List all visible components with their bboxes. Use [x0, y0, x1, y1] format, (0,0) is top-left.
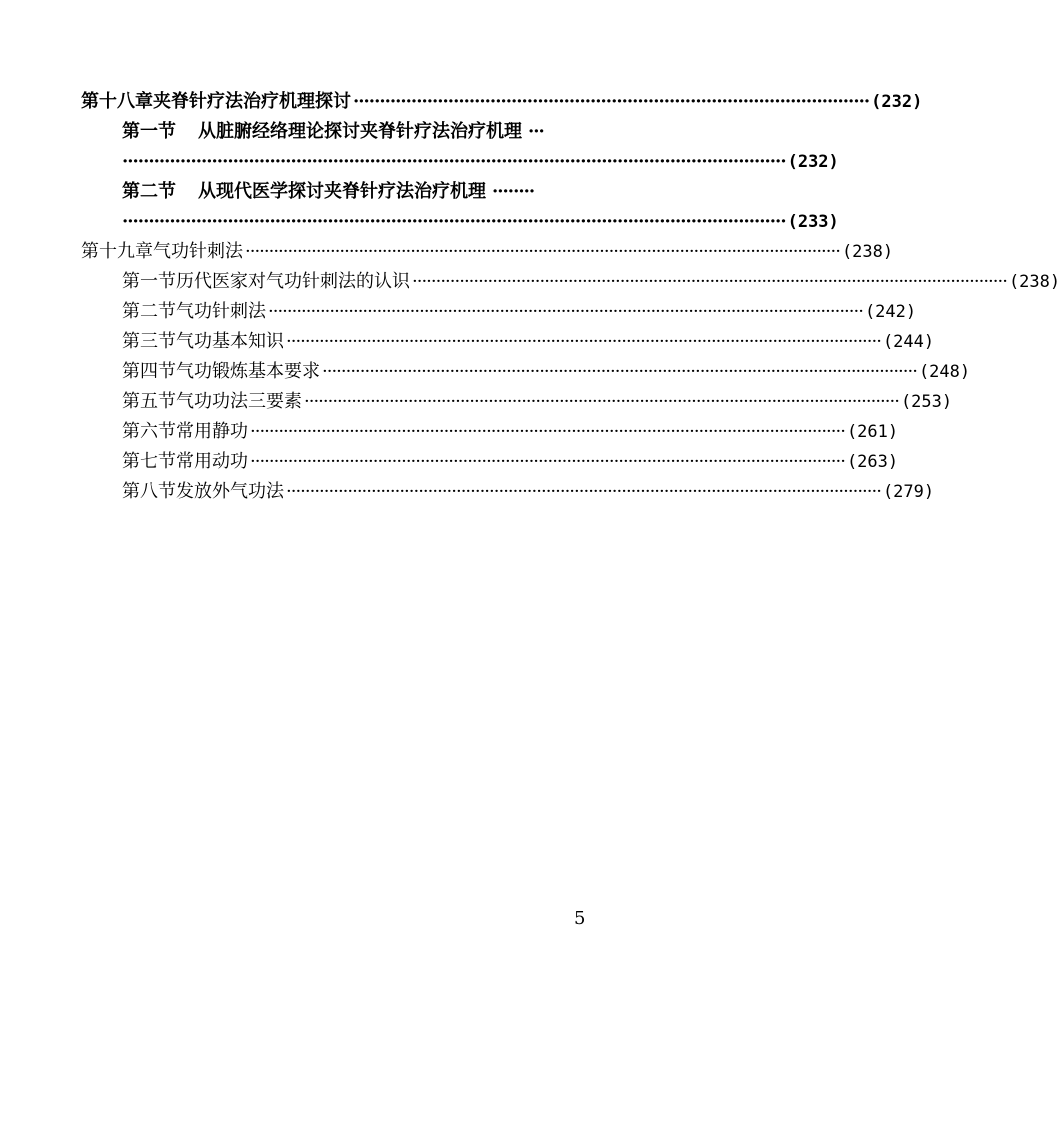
- dot-leader: ······························································································································: [286, 481, 881, 502]
- dot-leader: ······························································································································: [268, 301, 863, 322]
- toc-entry-page: (238): [1008, 272, 1060, 292]
- toc-entry-section-19-2: [81, 297, 917, 327]
- toc-entry-title: 气功针刺法: [153, 241, 243, 262]
- toc-entry-label: 第四节: [122, 361, 176, 382]
- toc-entry-label: 第七节: [122, 451, 176, 472]
- dot-leader: ······························································································································: [322, 361, 917, 382]
- toc-entry-section-19-1: [81, 267, 1060, 297]
- toc-entry-page: (261): [846, 422, 899, 442]
- toc-entry-chapter-19: [81, 237, 894, 267]
- dot-leader: ···: [528, 121, 544, 142]
- toc-entry-title: 常用动功: [176, 451, 248, 472]
- toc-entry-title: 气功针刺法: [176, 301, 266, 322]
- dot-leader: ········: [492, 181, 535, 202]
- toc-entry-page: (238): [841, 242, 894, 262]
- toc-entry-label: 第一节: [122, 121, 176, 142]
- toc-entry-page: (232): [787, 152, 839, 172]
- toc-entry-label: 第一节: [122, 271, 176, 292]
- toc-entry-section-19-4: [81, 357, 971, 387]
- toc-entry-continuation: [81, 147, 839, 177]
- toc-entry-section-19-5: [81, 387, 953, 417]
- dot-leader: ······························································································································: [286, 331, 881, 352]
- toc-entry-label: 第十九章: [81, 241, 153, 262]
- toc-entry-label: 第八节: [122, 481, 176, 502]
- toc-entry-page: (232): [871, 92, 923, 112]
- toc-entry-label: 第五节: [122, 391, 176, 412]
- toc-entry-title: 气功锻炼基本要求: [176, 361, 320, 382]
- toc-entry-chapter-18: [81, 87, 923, 117]
- toc-entry-page: (263): [846, 452, 899, 472]
- toc-entry-page: (279): [882, 482, 935, 502]
- toc-entry-title: 气功基本知识: [176, 331, 284, 352]
- page-number: 5: [574, 908, 586, 929]
- toc-entry-section-19-8: [81, 477, 935, 507]
- toc-entry-label: 第十八章: [81, 91, 153, 112]
- toc-entry-label: 第二节: [122, 301, 176, 322]
- dot-leader: ······························································································································: [245, 241, 840, 262]
- toc-entry-page: (253): [900, 392, 953, 412]
- toc-entry-page: (233): [787, 212, 839, 232]
- toc-entry-title: 从现代医学探讨夹脊针疗法治疗机理: [198, 181, 486, 202]
- toc-entry-section-19-7: [81, 447, 899, 477]
- dot-leader: ······························································································································: [304, 391, 899, 412]
- toc-entry-page: (242): [864, 302, 917, 322]
- toc-entry-title: 从脏腑经络理论探讨夹脊针疗法治疗机理: [198, 121, 522, 142]
- dot-leader: ······························································································································: [122, 211, 786, 232]
- toc-entry-label: 第三节: [122, 331, 176, 352]
- toc-entry-label: 第二节: [122, 181, 176, 202]
- toc-entry-section-19-3: [81, 327, 935, 357]
- toc-entry-title: 常用静功: [176, 421, 248, 442]
- toc-entry-title: 夹脊针疗法治疗机理探讨: [153, 91, 351, 112]
- toc-entry-section-18-2: [81, 177, 611, 207]
- toc-entry-section-18-1: [81, 117, 611, 147]
- toc-entry-section-19-6: [81, 417, 899, 447]
- dot-leader: ······························································································································: [250, 451, 845, 472]
- toc-entry-title: 气功功法三要素: [176, 391, 302, 412]
- toc-entry-title: 历代医家对气功针刺法的认识: [176, 271, 410, 292]
- toc-entry-page: (248): [918, 362, 971, 382]
- toc-entry-label: 第六节: [122, 421, 176, 442]
- dot-leader: ··································································································: [353, 91, 870, 112]
- dot-leader: ······························································································································: [250, 421, 845, 442]
- toc-entry-continuation: [81, 207, 839, 237]
- table-of-contents: [81, 87, 1060, 507]
- dot-leader: ······························································································································: [412, 271, 1007, 292]
- toc-entry-title: 发放外气功法: [176, 481, 284, 502]
- toc-entry-page: (244): [882, 332, 935, 352]
- dot-leader: ······························································································································: [122, 151, 786, 172]
